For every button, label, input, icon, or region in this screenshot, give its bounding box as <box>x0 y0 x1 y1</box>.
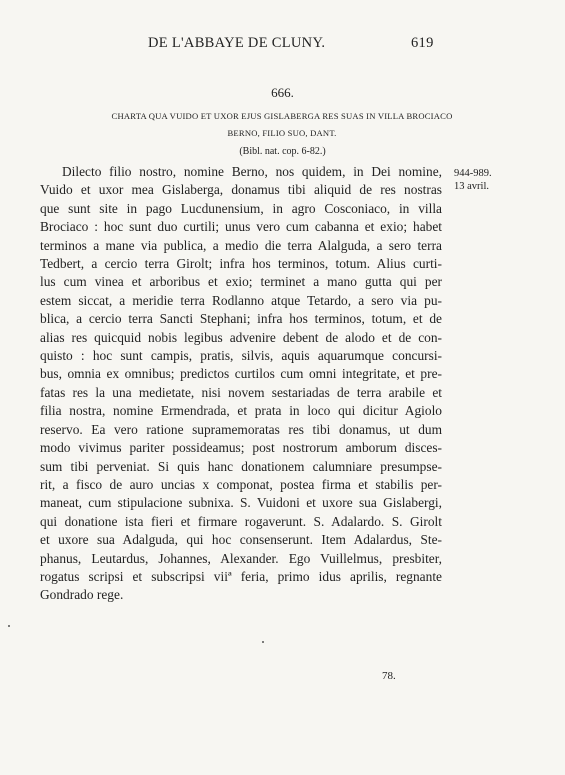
body-line: sum tibi perveniat. Si quis hanc donationem calumniare presumpse- <box>40 458 442 474</box>
source-reference: (Bibl. nat. cop. 6-82.) <box>239 146 326 157</box>
body-line: maneat, cum stipulacione subnixa. S. Vuidoni et uxore sua Gislabergi, <box>40 495 442 511</box>
body-line: alias res quicquid nobis legibus advenire debent de alodo et de con- <box>40 329 442 345</box>
page-speck <box>262 641 264 643</box>
charter-title-line: BERNO, FILIO SUO, DANT. <box>227 128 337 138</box>
body-line: blica, a cercio terra Sancti Stephani; infra hos terminos, totum, et de <box>40 311 442 327</box>
body-line: reservo. Ea vero ratione supramemoratas res tibi donamus, ut dum <box>40 421 442 437</box>
body-line: et uxore sua Adalguda, qui hoc consenserunt. Item Adalardus, Ste- <box>40 532 442 548</box>
body-line: modo vivimus pariter possideamus; post nostrorum amborum disces- <box>40 440 442 456</box>
body-line: que sunt site in pago Lucdunensium, in agro Cosconiaco, in villa <box>40 200 442 216</box>
body-line: fatas res la una medietate, nisi novem sestariadas de terra arabile et <box>40 384 442 400</box>
charter-title-line: CHARTA QUA VUIDO ET UXOR EJUS GISLABERGA RES SUAS IN VILLA BROCIACO <box>111 111 453 121</box>
margin-date-day: 13 avril. <box>454 181 489 192</box>
body-line: lus cum vinea et arboribus et exio; terminet a mano gutta qui per <box>40 274 442 290</box>
body-line: bus, omnia ex omnibus; predictos curtilos cum omni integritate, et pre- <box>40 366 442 382</box>
body-line: quisto : hoc sunt campis, pratis, silvis, aquis aquarumque concursi- <box>40 348 442 364</box>
body-line: Brociaco : hoc sunt duo curtili; unus vero cum cabanna et exio; habet <box>40 219 442 235</box>
page-speck <box>8 625 10 627</box>
body-line: terminos a mane via publica, a medio die terra Alalguda, a sero terra <box>40 237 442 253</box>
charter-title <box>62 108 502 142</box>
body-line: rogatus scripsi et subscripsi viiª feria, primo idus aprilis, regnante <box>40 568 442 584</box>
body-line: Vuido et uxor mea Gislaberga, donamus tibi aliquid de res nostras <box>40 182 442 198</box>
body-line: phanus, Leutardus, Johannes, Alexander. Ego Vuillelmus, presbiter, <box>40 550 442 566</box>
body-line: filia nostra, nomine Ermendrada, et prata in loco qui dicitur Agiolo <box>40 403 442 419</box>
running-head-title: DE L'ABBAYE DE CLUNY. <box>148 35 326 51</box>
body-line: Tedbert, a cercio terra Girolt; infra hos terminos, totum. Alius curti- <box>40 256 442 272</box>
body-line: rit, a fisco de auro uncias x componat, postea firma et stabilis per- <box>40 476 442 492</box>
page-number: 619 <box>411 35 434 51</box>
charter-number: 666. <box>271 85 294 100</box>
body-line: qui donatione ista fieri et firmare rogaverunt. S. Adalardo. S. Girolt <box>40 513 442 529</box>
signature-mark: 78. <box>382 670 396 682</box>
margin-date-range: 944-989. <box>454 168 492 179</box>
body-line: Dilecto filio nostro, nomine Berno, nos quidem, in Dei nomine, <box>62 164 442 179</box>
charter-body <box>40 163 442 605</box>
body-line: estem siccat, a meridie terra Rodlanno atque Tetardo, a sero via pu- <box>40 292 442 308</box>
body-line: Gondrado rege. <box>40 587 124 603</box>
